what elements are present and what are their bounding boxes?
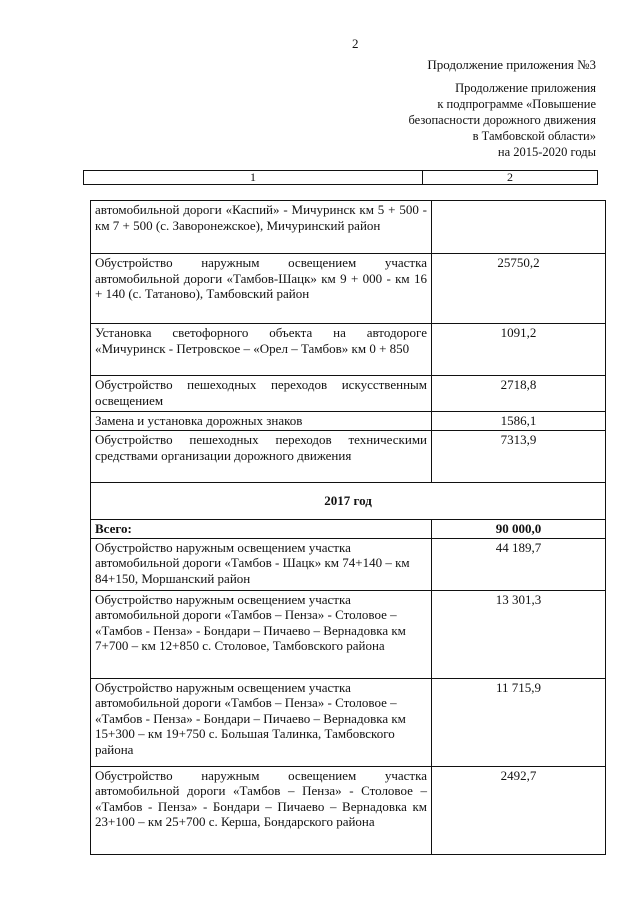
table-row xyxy=(91,376,606,412)
total-row xyxy=(91,520,606,539)
row-value: 1091,2 xyxy=(432,324,606,376)
page-number: 2 xyxy=(352,36,359,51)
row-value: 44 189,7 xyxy=(432,538,606,590)
row-description: Обустройство наружным освещением участка автомобильной дороги «Тамбов – Пенза» - Столовое – «Тамбов - Пенза» - Бондари – Пичаево – Вернадовка км 7+700 – км 12+850 с. Столовое, Тамбовского района xyxy=(91,590,432,678)
row-value xyxy=(432,201,606,254)
total-label: Всего: xyxy=(91,520,432,539)
header-line: в Тамбовской области» xyxy=(472,129,596,143)
row-description: Обустройство пешеходных переходов техническими средствами организации дорожного движения xyxy=(91,431,432,483)
row-description: Обустройство наружным освещением участка автомобильной дороги «Тамбов – Пенза» - Столовое – «Тамбов - Пенза» - Бондари – Пичаево – Вернадовка км 23+100 – км 25+700 с. Керша, Бондарского района xyxy=(91,766,432,854)
continuation-title: Продолжение приложения №3 xyxy=(427,57,596,72)
row-description: Обустройство пешеходных переходов искусственным освещением xyxy=(91,376,432,412)
table-row xyxy=(91,431,606,483)
row-value: 2718,8 xyxy=(432,376,606,412)
row-value: 7313,9 xyxy=(432,431,606,483)
row-description: Обустройство наружным освещением участка автомобильной дороги «Тамбов-Шацк» км 9 + 000 - км 16 + 140 (с. Татаново), Тамбовский район xyxy=(91,254,432,324)
year-label: 2017 год xyxy=(91,483,606,520)
total-value: 90 000,0 xyxy=(432,520,606,539)
column-number-row xyxy=(83,170,598,185)
header-line: к подпрограмме «Повышение xyxy=(437,97,596,111)
appendix-header xyxy=(336,80,596,160)
column-number: 2 xyxy=(423,171,598,185)
table-row xyxy=(91,254,606,324)
header-line: безопасности дорожного движения xyxy=(408,113,596,127)
table-row xyxy=(91,412,606,431)
row-value: 11 715,9 xyxy=(432,678,606,766)
row-value: 1586,1 xyxy=(432,412,606,431)
table-row xyxy=(91,766,606,854)
table-row xyxy=(91,678,606,766)
row-value: 13 301,3 xyxy=(432,590,606,678)
table-row xyxy=(91,538,606,590)
row-value: 2492,7 xyxy=(432,766,606,854)
row-description: автомобильной дороги «Каспий» - Мичуринск км 5 + 500 - км 7 + 500 (с. Заворонежское), Мичуринский район xyxy=(91,201,432,254)
column-number: 1 xyxy=(84,171,423,185)
header-line: Продолжение приложения xyxy=(455,81,596,95)
table-row xyxy=(91,201,606,254)
row-description: Обустройство наружным освещением участка автомобильной дороги «Тамбов – Пенза» - Столовое – «Тамбов - Пенза» - Бондари – Пичаево – Вернадовка км 15+300 – км 19+750 с. Большая Талинка, Тамбовского района xyxy=(91,678,432,766)
row-description: Замена и установка дорожных знаков xyxy=(91,412,432,431)
row-description: Обустройство наружным освещением участка автомобильной дороги «Тамбов - Шацк» км 74+140 – км 84+150, Моршанский район xyxy=(91,538,432,590)
row-description: Установка светофорного объекта на автодороге «Мичуринск - Петровское – «Орел – Тамбов» км 0 + 850 xyxy=(91,324,432,376)
year-row xyxy=(91,483,606,520)
row-value: 25750,2 xyxy=(432,254,606,324)
table-row xyxy=(91,324,606,376)
funding-table xyxy=(90,200,606,855)
table-row xyxy=(91,590,606,678)
header-line: на 2015-2020 годы xyxy=(497,145,596,159)
